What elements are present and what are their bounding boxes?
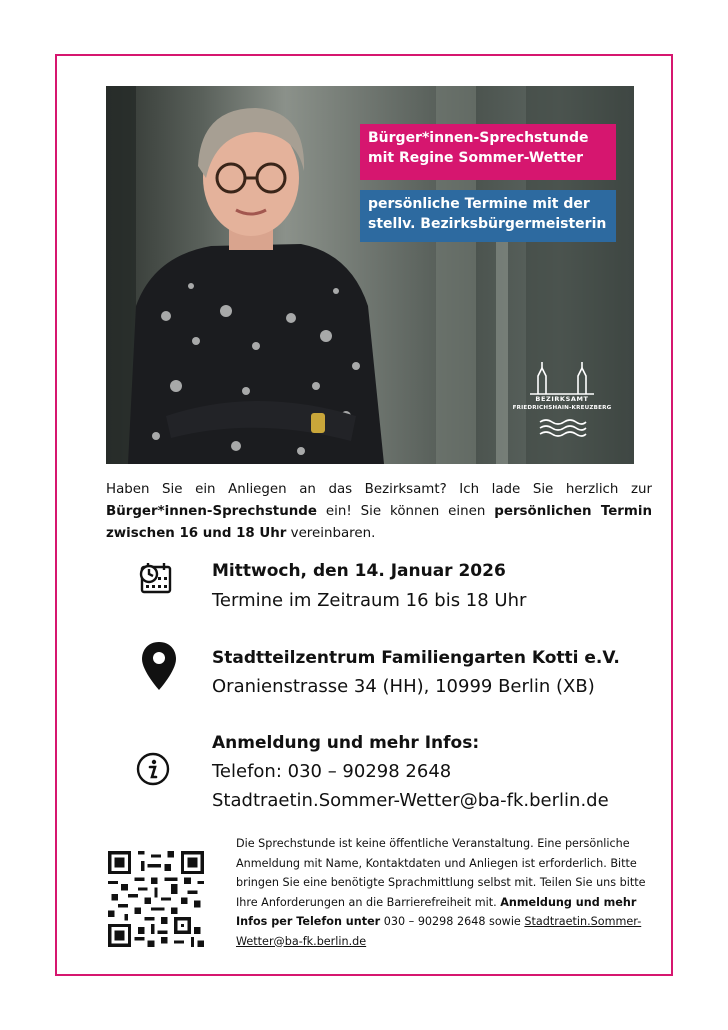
- footnote-bold: Anmeldung und mehr Infos per Telefon unter: [236, 895, 637, 928]
- intro-text-2: ein! Sie können einen: [316, 504, 495, 519]
- info-heading: Anmeldung und mehr Infos:: [212, 733, 480, 753]
- banner-line-4: stellv. Bezirksbürgermeisterin: [368, 216, 607, 232]
- intro-paragraph: [106, 479, 652, 545]
- intro-text-3: vereinbaren.: [286, 526, 376, 541]
- calendar-clock-icon: [137, 561, 175, 595]
- location-pin-icon: [140, 640, 178, 692]
- footnote-body: Die Sprechstunde ist keine öffentliche Veranstaltung. Eine persönliche Anmeldung mit Name, Kontaktdaten und Anliegen ist erforderlich. Bitte bringen Sie eine benötigte Sprachmittlung selbst mit. Teilen Sie uns bitte Ihre Anforderungen an die Barrierefreiheit mit.: [236, 837, 646, 909]
- subtitle-banner: [360, 190, 616, 242]
- banner-line-2: mit Regine Sommer-Wetter: [368, 150, 584, 166]
- intro-bold-2: persönlichen Termin zwischen 16 und 18 Uhr: [106, 504, 652, 541]
- intro-bold-1: Bürger*innen-Sprechstunde: [106, 504, 317, 519]
- qr-code[interactable]: [108, 851, 204, 947]
- info-email[interactable]: Stadtraetin.Sommer-Wetter@ba-fk.berlin.de: [212, 790, 609, 811]
- location-detail: Oranienstrasse 34 (HH), 10999 Berlin (XB): [212, 676, 595, 697]
- title-banner: [360, 124, 616, 180]
- footnote-email-link[interactable]: Stadtraetin.Sommer-Wetter@ba-fk.berlin.de: [236, 915, 642, 948]
- date-detail: Termine im Zeitraum 16 bis 18 Uhr: [212, 590, 527, 611]
- logo-text-2: FRIEDRICHSHAIN-KREUZBERG: [512, 405, 612, 411]
- info-icon: [136, 752, 170, 786]
- footnote-text: [236, 834, 646, 951]
- footnote-phone: 030 – 90298 2648 sowie: [380, 915, 525, 928]
- date-heading: Mittwoch, den 14. Januar 2026: [212, 561, 506, 581]
- info-phone[interactable]: Telefon: 030 – 90298 2648: [212, 761, 452, 782]
- banner-line-3: persönliche Termine mit der: [368, 196, 590, 212]
- logo-text-1: BEZIRKSAMT: [535, 395, 589, 403]
- banner-line-1: Bürger*innen-Sprechstunde: [368, 130, 589, 146]
- intro-text-1: Haben Sie ein Anliegen an das Bezirksamt? Ich lade Sie herzlich zur: [106, 482, 652, 497]
- location-heading: Stadtteilzentrum Familiengarten Kotti e.V.: [212, 648, 620, 668]
